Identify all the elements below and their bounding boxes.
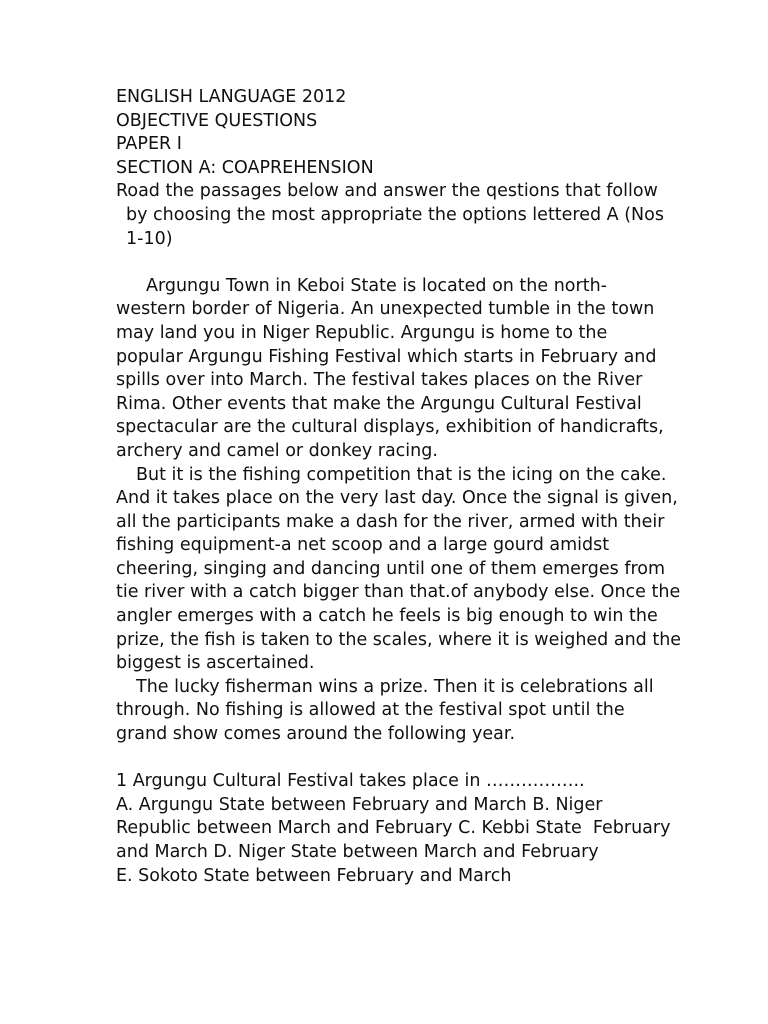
document-page bbox=[116, 86, 682, 888]
passage-line: through. No fishing is allowed at the festival spot until the bbox=[116, 700, 625, 721]
passage-line: popular Argungu Fishing Festival which starts in February and bbox=[116, 346, 657, 367]
blank-line bbox=[116, 747, 656, 771]
passage-line: tie river with a catch bigger than that.of anybody else. Once the bbox=[116, 582, 681, 603]
passage-line: spectacular are the cultural displays, exhibition of handicrafts, bbox=[116, 417, 664, 438]
passage-line: may land you in Niger Republic. Argungu is home to the bbox=[116, 322, 608, 343]
passage-paragraph-2 bbox=[116, 464, 682, 676]
passage-line: And it takes place on the very last day. Once the signal is given, bbox=[116, 488, 678, 509]
passage-line: grand show comes around the following year. bbox=[116, 724, 516, 745]
passage-line: biggest is ascertained. bbox=[116, 653, 315, 674]
section-heading: SECTION A: COAPREHENSION bbox=[116, 157, 374, 178]
blank-line bbox=[116, 251, 656, 275]
question-option-line: E. Sokoto State between February and March bbox=[116, 865, 512, 886]
passage-line: cheering, singing and dancing until one of them emerges from bbox=[116, 558, 666, 579]
document-title: ENGLISH LANGUAGE 2012 bbox=[116, 87, 347, 107]
question-option-line: Republic between March and February C. Kebbi State February bbox=[116, 818, 671, 839]
instruction-line: Road the passages below and answer the qestions that follow bbox=[116, 181, 658, 202]
passage-line: The lucky fisherman wins a prize. Then it is celebrations all bbox=[136, 676, 654, 697]
passage-line: Argungu Town in Keboi State is located on the north- bbox=[146, 275, 607, 296]
paper-label: PAPER I bbox=[116, 134, 182, 155]
instruction-line: by choosing the most appropriate the options lettered A (Nos bbox=[126, 204, 664, 225]
passage-line: prize, the fish is taken to the scales, where it is weighed and the bbox=[116, 629, 682, 650]
question-stem: 1 Argungu Cultural Festival takes place in …………….. bbox=[116, 771, 585, 792]
passage-line: spills over into March. The festival takes places on the River bbox=[116, 370, 643, 391]
passage-paragraph-1 bbox=[116, 275, 664, 464]
passage-line: all the participants make a dash for the river, armed with their bbox=[116, 511, 665, 532]
question-1 bbox=[116, 770, 671, 888]
passage-paragraph-3 bbox=[116, 676, 656, 747]
passage-line: archery and camel or donkey racing. bbox=[116, 440, 438, 461]
question-option-line: A. Argungu State between February and March B. Niger bbox=[116, 794, 603, 815]
passage-line: fishing equipment-a net scoop and a large gourd amidst bbox=[116, 535, 610, 556]
passage-line: western border of Nigeria. An unexpected tumble in the town bbox=[116, 299, 655, 320]
passage-line: angler emerges with a catch he feels is big enough to win the bbox=[116, 606, 658, 627]
passage-line: Rima. Other events that make the Argungu Cultural Festival bbox=[116, 393, 642, 414]
passage-line: But it is the fishing competition that is the icing on the cake. bbox=[136, 464, 667, 485]
instruction-line: 1-10) bbox=[126, 228, 173, 249]
document-subtitle: OBJECTIVE QUESTIONS bbox=[116, 110, 318, 131]
question-option-line: and March D. Niger State between March and February bbox=[116, 842, 599, 862]
